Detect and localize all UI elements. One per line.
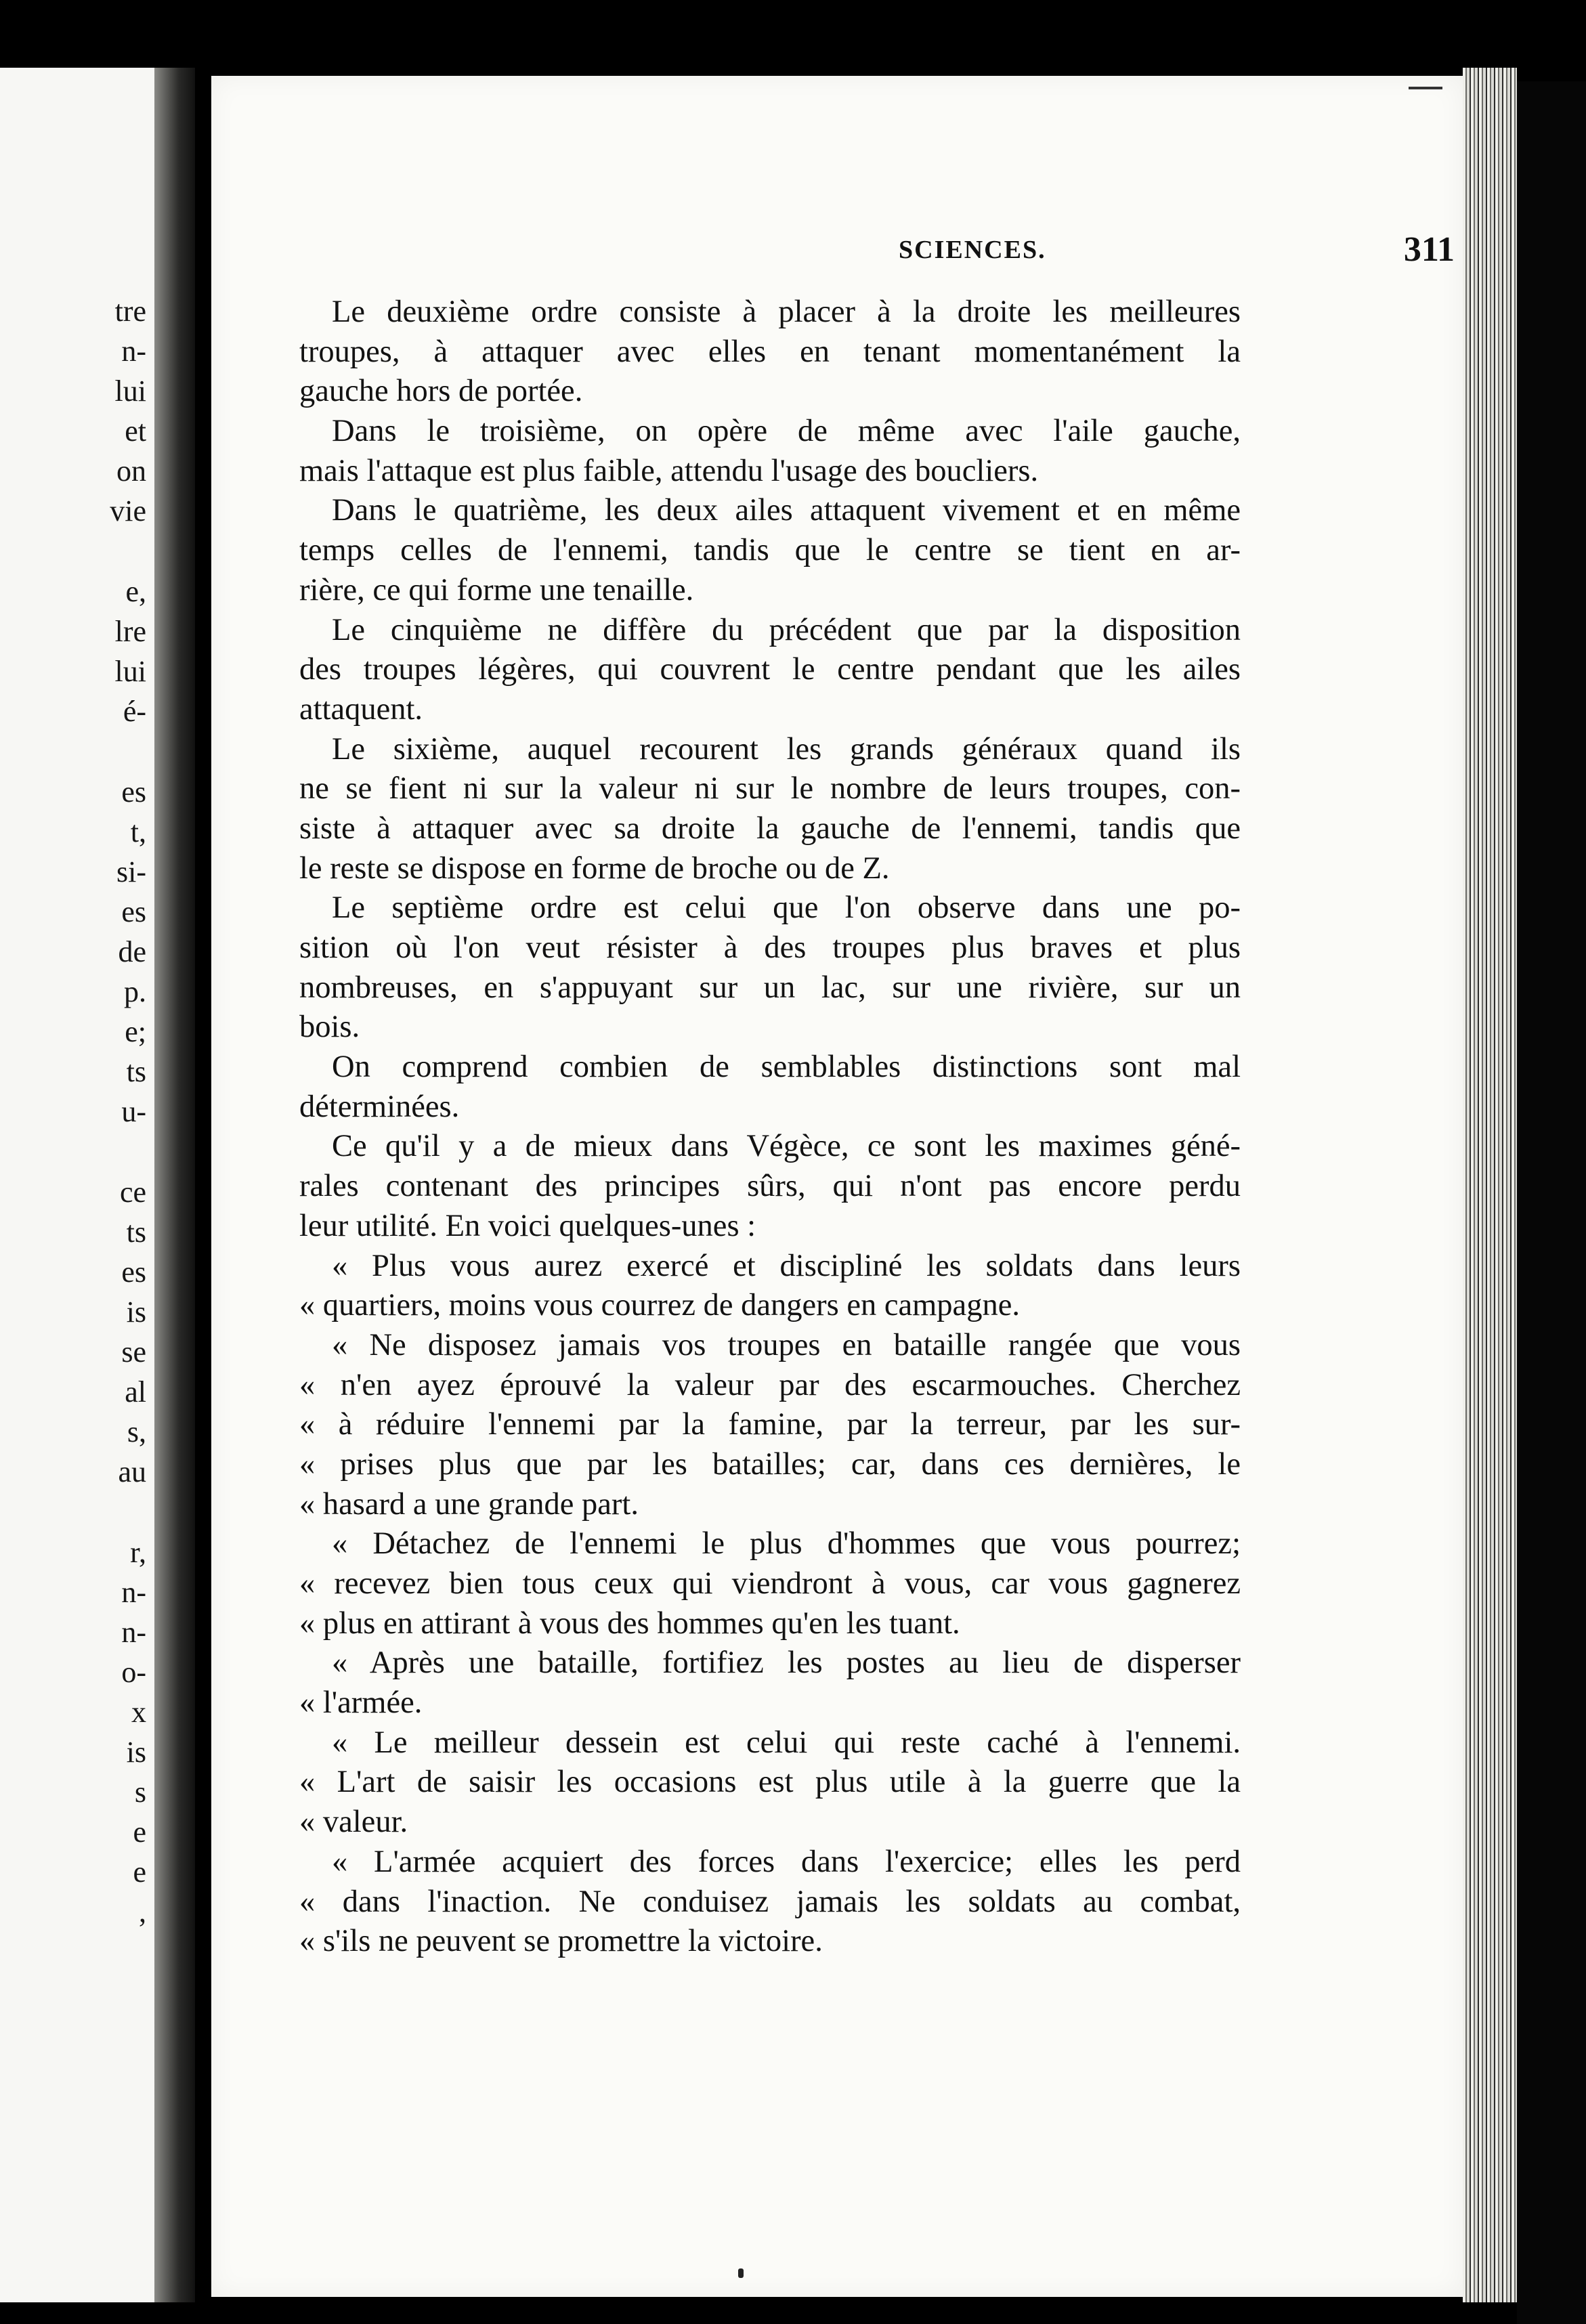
text-line: On comprend combien de semblables distinctions sont mal <box>332 1050 1241 1085</box>
page-shadow <box>1517 81 1586 2324</box>
text-line: « Ne disposez jamais vos troupes en bataille rangée que vous <box>332 1327 1241 1362</box>
book-page <box>211 76 1463 2297</box>
left-page-fragment: si- <box>116 855 146 888</box>
text-line: « L'armée acquiert des forces dans l'exercice; elles les perd <box>332 1844 1241 1879</box>
left-page-fragment: lui <box>114 374 146 408</box>
text-line: nombreuses, en s'appuyant sur un lac, sur une rivière, sur un <box>299 970 1241 1005</box>
left-page-fragment: es <box>121 775 146 809</box>
text-line: « L'art de saisir les occasions est plus utile à la guerre que la <box>299 1765 1241 1800</box>
text-line: Le deuxième ordre consiste à placer à la droite les meilleures <box>332 295 1241 329</box>
text-line: siste à attaquer avec sa droite la gauche de l'ennemi, tandis que <box>299 811 1241 846</box>
left-page-fragment: vie <box>110 494 146 528</box>
running-head-title: SCIENCES. <box>899 236 1046 264</box>
text-line: « recevez bien tous ceux qui viendront à vous, car vous gagnerez <box>299 1566 1241 1601</box>
text-line: rales contenant des principes sûrs, qui n'ont pas encore perdu <box>299 1169 1241 1204</box>
left-page-fragment: o- <box>121 1656 146 1689</box>
text-line: « l'armée. <box>299 1685 423 1721</box>
text-line: « Détachez de l'ennemi le plus d'hommes que vous pourrez; <box>332 1526 1241 1562</box>
text-line: « Plus vous aurez exercé et discipliné les soldats dans leurs <box>332 1248 1241 1283</box>
left-page-fragment: s, <box>127 1415 146 1448</box>
left-page-fragment: es <box>121 895 146 928</box>
left-facing-page <box>0 68 154 2302</box>
text-line: bois. <box>299 1010 360 1045</box>
left-page-fragment: ts <box>126 1055 146 1088</box>
text-line: Le sixième, auquel recourent les grands généraux quand ils <box>332 731 1241 767</box>
left-page-fragment: n- <box>121 1576 146 1609</box>
left-page-fragment: x <box>131 1696 146 1729</box>
left-page-fragment: lre <box>114 615 146 648</box>
text-line: temps celles de l'ennemi, tandis que le centre se tient en ar- <box>299 533 1241 568</box>
left-page-fragment: es <box>121 1255 146 1289</box>
left-page-fragment: e; <box>125 1015 146 1048</box>
text-line: mais l'attaque est plus faible, attendu l'usage des boucliers. <box>299 453 1039 488</box>
text-line: « dans l'inaction. Ne conduisez jamais les soldats au combat, <box>299 1884 1241 1919</box>
left-page-fragments <box>110 291 146 1932</box>
left-page-fragment: s <box>134 1776 146 1809</box>
text-line: « plus en attirant à vous des hommes qu'en les tuant. <box>299 1606 960 1641</box>
text-line: troupes, à attaquer avec elles en tenant momentanément la <box>299 334 1241 369</box>
left-page-fragment: ce <box>119 1176 146 1209</box>
book-gutter <box>154 68 195 2302</box>
text-line: Le cinquième ne diffère du précédent que par la disposition <box>332 612 1241 647</box>
left-page-fragment: e <box>133 1815 146 1849</box>
text-line: « à réduire l'ennemi par la famine, par la terreur, par les sur- <box>299 1407 1241 1442</box>
left-page-fragment <box>110 1492 146 1532</box>
text-line: Ce qu'il y a de mieux dans Végèce, ce sont les maximes géné- <box>332 1129 1241 1164</box>
text-line: « n'en ayez éprouvé la valeur par des escarmouches. Cherchez <box>299 1367 1241 1402</box>
text-line: attaquent. <box>299 691 423 727</box>
left-page-fragment: de <box>118 935 146 968</box>
left-page-fragment <box>110 531 146 572</box>
page-number: 311 <box>1403 230 1455 269</box>
left-page-fragment: p. <box>124 975 146 1008</box>
left-page-fragment: n- <box>121 1616 146 1649</box>
left-page-fragment: e, <box>125 575 146 608</box>
text-line: « Après une bataille, fortifiez les postes au lieu de disperser <box>332 1645 1241 1681</box>
corner-mark <box>1409 87 1442 89</box>
left-page-fragment: se <box>121 1335 146 1369</box>
left-page-fragment: n- <box>121 335 146 368</box>
left-page-fragment: , <box>139 1895 146 1929</box>
text-line: Dans le troisième, on opère de même avec l'aile gauche, <box>332 414 1241 449</box>
text-line: des troupes légères, qui couvrent le centre pendant que les ailes <box>299 652 1241 687</box>
left-page-fragment: au <box>118 1455 146 1488</box>
text-line: ne se fient ni sur la valeur ni sur le nombre de leurs troupes, con- <box>299 771 1241 806</box>
left-page-fragment: lui <box>114 655 146 688</box>
left-page-fragment: r, <box>130 1536 146 1569</box>
left-page-fragment: é- <box>123 695 146 728</box>
text-line: « s'ils ne peuvent se promettre la victoire. <box>299 1924 823 1959</box>
running-head <box>211 230 1463 276</box>
text-line: leur utilité. En voici quelques-unes : <box>299 1208 756 1243</box>
text-line: « Le meilleur dessein est celui qui reste caché à l'ennemi. <box>332 1725 1241 1760</box>
left-page-fragment: et <box>125 414 146 448</box>
text-line: le reste se dispose en forme de broche ou de Z. <box>299 851 890 886</box>
left-page-fragment: on <box>116 454 146 488</box>
text-line: « prises plus que par les batailles; car, dans ces dernières, le <box>299 1446 1241 1482</box>
text-line: rière, ce qui forme une tenaille. <box>299 572 694 607</box>
text-line: Dans le quatrième, les deux ailes attaquent vivement et en même <box>332 493 1241 528</box>
left-page-fragment: u- <box>121 1095 146 1128</box>
body-text <box>299 293 1241 1962</box>
left-page-fragment: al <box>125 1375 146 1408</box>
text-line: Le septième ordre est celui que l'on observe dans une po- <box>332 890 1241 926</box>
left-page-fragment: is <box>126 1736 146 1769</box>
text-line: déterminées. <box>299 1089 460 1124</box>
text-line: sition où l'on veut résister à des troupes plus braves et plus <box>299 930 1241 965</box>
left-page-fragment: ts <box>126 1215 146 1249</box>
left-page-fragment: tre <box>114 295 146 328</box>
left-page-fragment: is <box>126 1295 146 1329</box>
left-page-fragment <box>110 731 146 772</box>
left-page-fragment: t, <box>130 815 146 848</box>
text-line: « hasard a une grande part. <box>299 1486 639 1522</box>
text-line: « quartiers, moins vous courrez de dangers en campagne. <box>299 1288 1020 1323</box>
text-line: gauche hors de portée. <box>299 374 583 409</box>
bottom-mark <box>738 2268 744 2278</box>
page-stack-edges <box>1463 68 1517 2302</box>
left-page-fragment <box>110 1132 146 1172</box>
left-page-fragment: e <box>133 1855 146 1889</box>
text-line: « valeur. <box>299 1805 408 1840</box>
